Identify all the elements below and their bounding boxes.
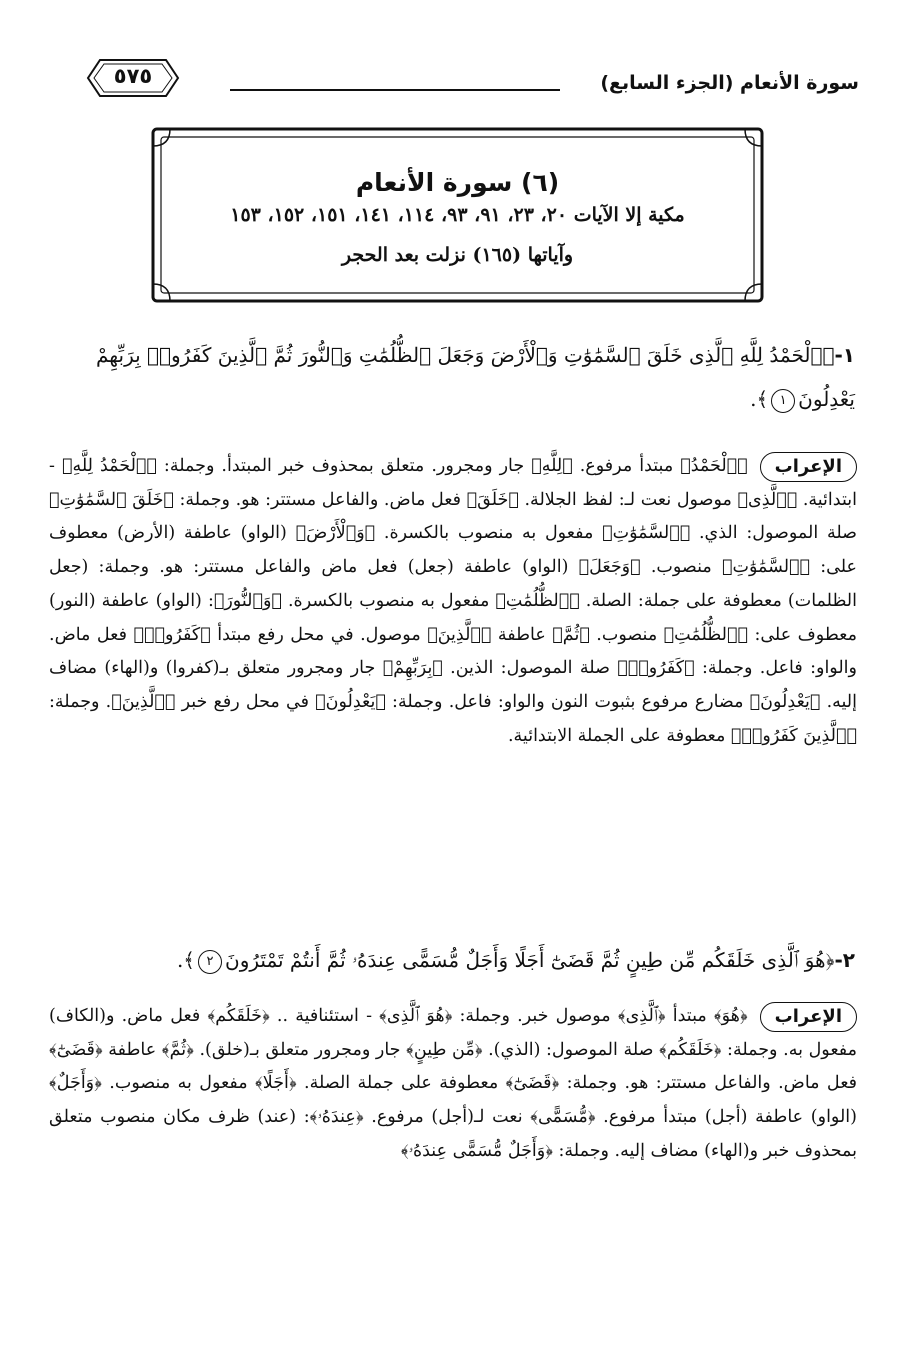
verse-number: ٢- [834, 948, 855, 972]
ayah-end-marker: ١ [771, 389, 795, 413]
surah-verse-count: وآياتها (١٦٥) نزلت بعد الحجر [341, 244, 574, 266]
irab-section-2 [49, 1000, 857, 1169]
surah-name: (٦) سورة الأنعام [355, 168, 560, 197]
header-rule [230, 89, 560, 91]
running-header-title: سورة الأنعام (الجزء السابع) [600, 72, 859, 94]
verse-text: ﴿ٱلْحَمْدُ لِلَّهِ ٱلَّذِى خَلَقَ ٱلسَّمَٰوَٰتِ وَٱلْأَرْضَ وَجَعَلَ ٱلظُّلُمَٰتِ وَٱلنُّورَ ثُمَّ ٱلَّذِينَ كَفَرُوا۟ بِرَبِّهِمْ يَعْدِلُونَ [95, 343, 855, 411]
verse-close: ﴾. [176, 948, 196, 972]
verse-number: ١- [834, 343, 855, 367]
irab-section-1 [49, 450, 857, 753]
surah-title-box [150, 126, 765, 304]
irab-text: ﴿ٱلْحَمْدُ﴾ مبتدأ مرفوع. ﴿لِلَّهِ﴾ جار ومجرور. متعلق بمحذوف خبر المبتدأ. وجملة: ﴿ٱلْحَمْدُ لِلَّهِ﴾ - ابتدائية. ﴿ٱلَّذِى﴾ موصول نعت لـ: لفظ الجلالة. ﴿خَلَقَ﴾ فعل ماض. والفاعل مستتر: هو. وجملة: ﴿خَلَقَ ٱلسَّمَٰوَٰتِ﴾ صلة الموصول: الذي. ﴿ٱلسَّمَٰوَٰتِ﴾ مفعول به منصوب بالكسرة. ﴿وَٱلْأَرْضَ﴾ (الواو) عاطفة (الأرض) معطوف على: ﴿ٱلسَّمَٰوَٰتِ﴾ منصوب. ﴿وَجَعَلَ﴾ (الواو) عاطفة (جعل) فعل ماض والفاعل مستتر: هو. وجملة: (جعل الظلمات) معطوفة على جملة: الصلة. ﴿ٱلظُّلُمَٰتِ﴾ مفعول به منصوب بالكسرة. ﴿وَٱلنُّورَ﴾: (الواو) عاطفة (النور) معطوف على: ﴿ٱلظُّلُمَٰتِ﴾ منصوب. ﴿ثُمَّ﴾ عاطفة ﴿ٱلَّذِينَ﴾ موصول. في محل رفع مبتدأ ﴿كَفَرُوا۟﴾ فعل ماض. والواو: فاعل. وجملة: ﴿كَفَرُوا۟﴾ صلة الموصول: الذين. ﴿بِرَبِّهِمْ﴾ جار ومجرور متعلق بـ(كفروا) و(الهاء) مضاف إليه. ﴿يَعْدِلُونَ﴾ مضارع مرفوع بثبوت النون والواو: فاعل. وجملة: ﴿يَعْدِلُونَ﴾ في محل رفع خبر ﴿ٱلَّذِينَ﴾. وجملة: ﴿ٱلَّذِينَ كَفَرُوا۟﴾ معطوفة على الجملة الابتدائية. [49, 456, 857, 746]
page-number: ٥٧٥ [113, 64, 153, 88]
irab-label: الإعراب [760, 452, 857, 482]
irab-label: الإعراب [760, 1002, 857, 1032]
verse-close: ﴾. [750, 387, 769, 411]
verse-1 [55, 333, 855, 421]
verse-2 [55, 938, 855, 982]
verse-text: ﴿هُوَ ٱلَّذِى خَلَقَكُم مِّن طِينٍ ثُمَّ قَضَىٰٓ أَجَلًا وَأَجَلٌ مُّسَمًّى عِندَهُۥ ثُمَّ أَنتُمْ تَمْتَرُونَ [225, 948, 835, 972]
ayah-end-marker: ٢ [198, 950, 222, 974]
surah-meccan-note: مكية إلا الآيات ٢٠، ٢٣، ٩١، ٩٣، ١١٤، ١٤١، ١٥١، ١٥٢، ١٥٣ [230, 204, 685, 226]
irab-text: ﴿هُوَ﴾ مبتدأ ﴿ٱلَّذِى﴾ موصول خبر. وجملة: ﴿هُوَ ٱلَّذِى﴾ - استئنافية .. ﴿خَلَقَكُم﴾ فعل ماض. و(الكاف) مفعول به. وجملة: ﴿خَلَقَكُم﴾ صلة الموصول: (الذي). ﴿مِّن طِينٍ﴾ جار ومجرور متعلق بـ(خلق). ﴿ثُمَّ﴾ عاطفة ﴿قَضَىٰٓ﴾ فعل ماض. والفاعل مستتر: هو. وجملة: ﴿قَضَىٰٓ﴾ معطوفة على جملة الصلة. ﴿أَجَلًا﴾ مفعول به منصوب. ﴿وَأَجَلٌ﴾ (الواو) عاطفة (أجل) مبتدأ مرفوع. ﴿مُّسَمًّى﴾ نعت لـ(أجل) مرفوع. ﴿عِندَهُۥ﴾: (عند) ظرف مكان منصوب متعلق بمحذوف خبر و(الهاء) مضاف إليه. وجملة: ﴿وَأَجَلٌ مُّسَمًّى عِندَهُۥ﴾ [49, 1006, 857, 1161]
page-number-badge [86, 56, 180, 100]
